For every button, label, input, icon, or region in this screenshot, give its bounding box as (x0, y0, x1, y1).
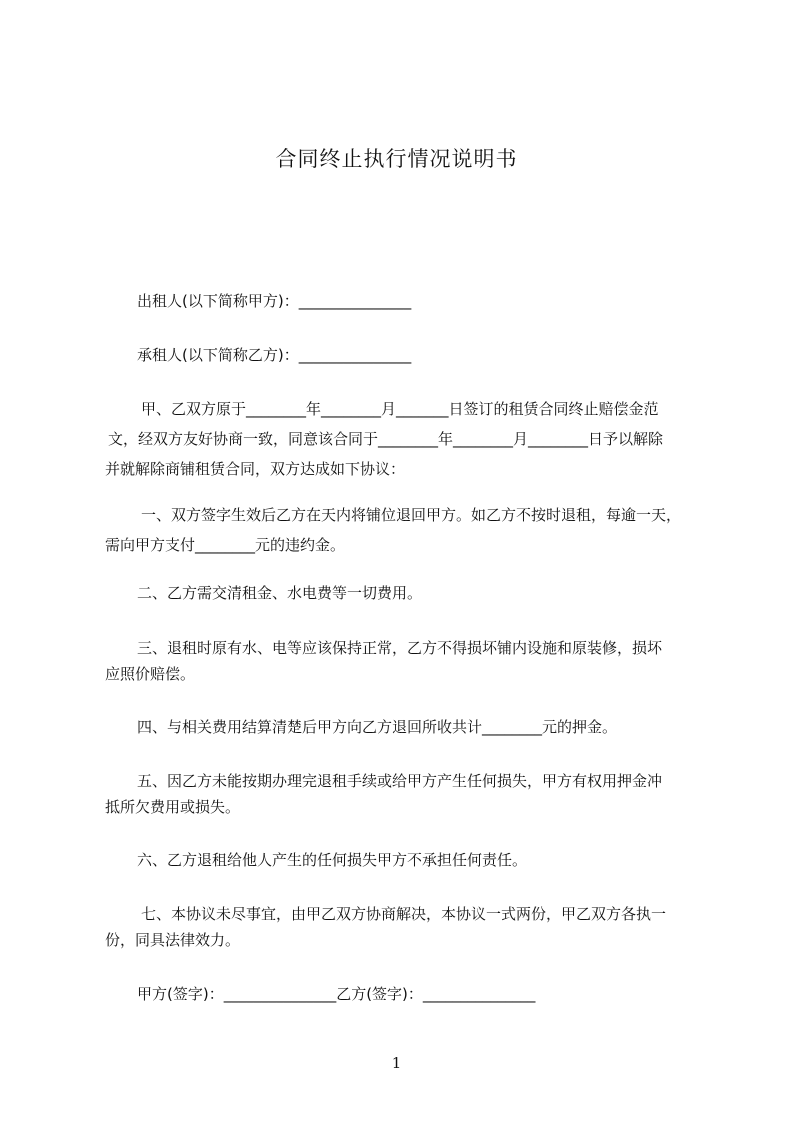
clause-2-line-1: 二、乙方需交清租金、水电费等一切费用。 (137, 584, 423, 602)
clause-7-line-2: 份，同具法律效力。 (105, 931, 241, 949)
lessee-line: 承租人(以下简称乙方)：_______________ (137, 346, 412, 364)
page-title: 合同终止执行情况说明书 (275, 147, 518, 171)
intro-line-3: 并就解除商铺租赁合同，双方达成如下协议： (105, 460, 406, 478)
clause-5-line-2: 抵所欠费用或损失。 (105, 798, 241, 816)
clause-3-line-1: 三、退租时原有水、电等应该保持正常，乙方不得损坏铺内设施和原装修，损坏 (137, 639, 663, 657)
clause-3-line-2: 应照价赔偿。 (105, 665, 196, 683)
signature-line: 甲方(签字)：_______________乙方(签字)：_______________ (137, 985, 536, 1003)
clause-6-line-1: 六、乙方退租给他人产生的任何损失甲方不承担任何责任。 (137, 851, 528, 869)
clause-1-line-1: 一、双方签字生效后乙方在天内将铺位退回甲方。如乙方不按时退租，每逾一天， (141, 506, 682, 524)
lessor-line: 出租人(以下简称甲方)：_______________ (137, 292, 412, 310)
intro-line-1: 甲、乙双方原于________年________月_______日签订的租赁合同终止赔偿金范 (141, 400, 659, 418)
clause-5-line-1: 五、因乙方未能按期办理完退租手续或给甲方产生任何损失，甲方有权用押金冲 (137, 772, 663, 790)
clause-4-line-1: 四、与相关费用结算清楚后甲方向乙方退回所收共计________元的押金。 (137, 718, 618, 736)
clause-7-line-1: 七、本协议未尽事宜，由甲乙双方协商解决，本协议一式两份，甲乙双方各执一 (141, 905, 667, 923)
clause-1-line-2: 需向甲方支付________元的违约金。 (105, 536, 346, 554)
page-number: 1 (391, 1054, 402, 1072)
intro-line-2: 文，经双方友好协商一致，同意该合同于________年________月________日予以解除 (108, 430, 664, 448)
